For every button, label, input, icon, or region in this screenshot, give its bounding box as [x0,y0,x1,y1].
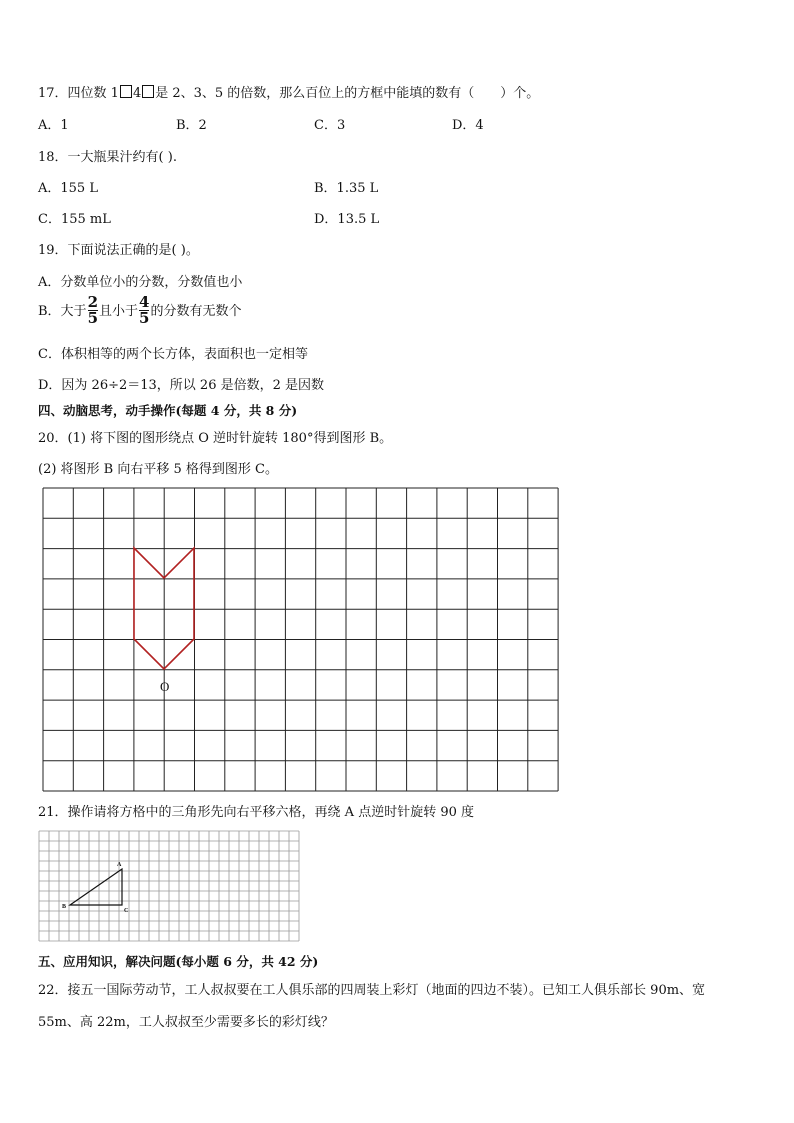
q21-grid [38,830,300,944]
q21-grid-lines [39,831,299,941]
section-5-heading: 五、应用知识，解决问题(每小题 6 分，共 42 分) [38,954,319,969]
q19-stem: 19．下面说法正确的是( )。 [38,243,199,258]
q17-stem-a: 17．四位数 1 [38,86,119,101]
q18-option-a: A．155 L [38,181,98,196]
q17-option-b: B．2 [176,118,207,133]
q18-option-b: B．1.35 L [314,181,379,196]
fraction-denominator: 5 [139,309,150,327]
fraction-numerator: 4 [139,293,150,311]
point-b-label: B [62,904,67,910]
fraction-four-fifths [139,295,149,326]
point-o-label: O [160,679,170,694]
q21-stem: 21．操作请将方格中的三角形先向右平移六格，再绕 A 点逆时针旋转 90 度 [38,805,475,820]
q17-option-d: D．4 [452,118,484,133]
q17-stem [38,82,539,101]
q17-option-c: C．3 [314,118,346,133]
q17-stem-c: 是 2、3、5 的倍数，那么百位上的方框中能填的数有（ ）个。 [155,86,540,101]
q18-option-d: D．13.5 L [314,212,380,227]
q20-grid-lines [43,488,558,791]
point-a-label: A [117,862,122,868]
blank-box [120,85,132,98]
q19-option-b [38,293,242,327]
point-c-label: C [124,908,129,914]
fraction-denominator: 5 [87,309,98,327]
q18-stem: 18．一大瓶果汁约有( ). [38,150,177,165]
q22-line-1: 22．接五一国际劳动节，工人叔叔要在工人俱乐部的四周装上彩灯（地面的四边不装）。已知工人俱乐部长 90m、宽 [38,983,706,998]
q22-line-2: 55m、高 22m，工人叔叔至少需要多长的彩灯线？ [38,1015,334,1030]
fraction-two-fifths [88,295,98,326]
q20-line-1: 20．(1) 将下图的图形绕点 O 逆时针旋转 180°得到图形 B。 [38,431,393,446]
q17-option-a: A．1 [38,118,69,133]
blank-box [142,85,154,98]
q19-option-d: D．因为 26÷2＝13，所以 26 是倍数，2 是因数 [38,378,325,393]
triangle-abc [70,869,122,905]
q20-grid [42,487,560,792]
fraction-numerator: 2 [87,293,98,311]
q19-option-b-suffix: 的分数有无数个 [150,304,242,319]
section-4-heading: 四、动脑思考，动手操作(每题 4 分，共 8 分) [38,403,298,418]
q19-option-a: A．分数单位小的分数，分数值也小 [38,275,243,290]
q20-line-2: (2) 将图形 B 向右平移 5 格得到图形 C。 [38,462,278,477]
q19-option-b-prefix: B．大于 [38,304,87,319]
q18-option-c: C．155 mL [38,212,111,227]
q17-stem-b: 4 [132,86,142,101]
q19-option-c: C．体积相等的两个长方体，表面积也一定相等 [38,347,308,362]
q19-option-b-mid: 且小于 [99,304,139,319]
